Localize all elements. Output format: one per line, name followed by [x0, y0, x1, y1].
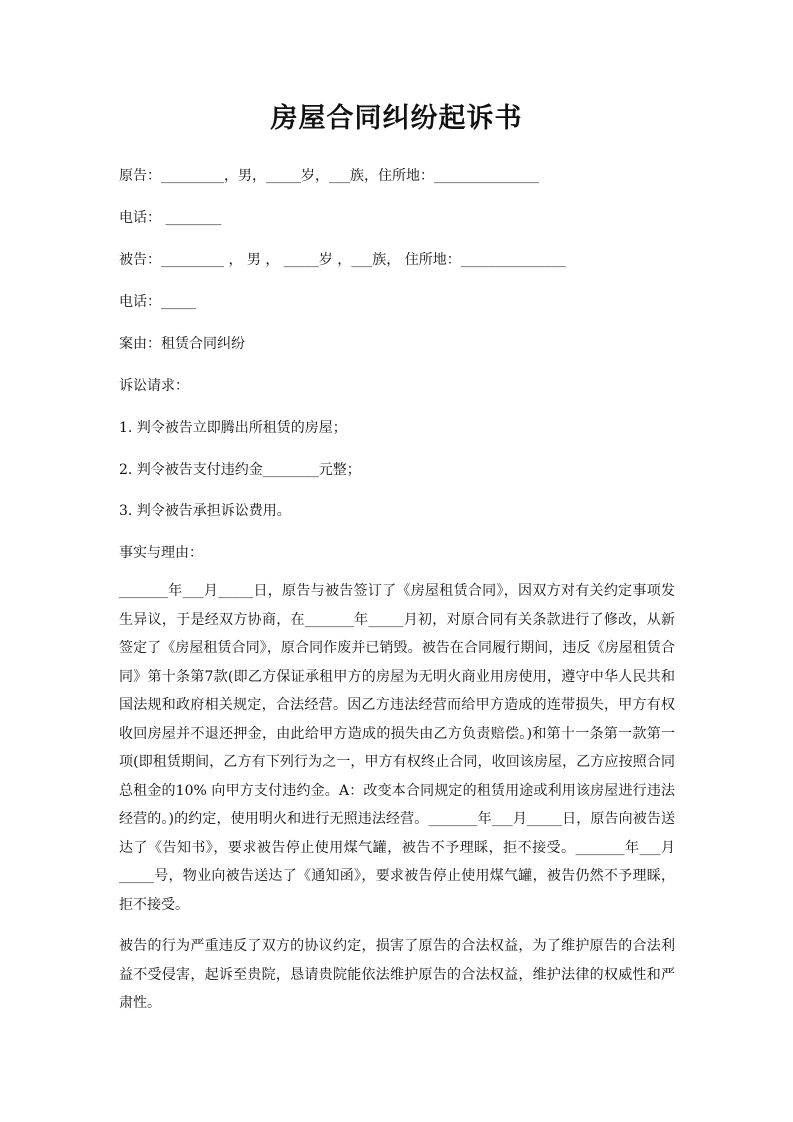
- conclusion-paragraph: 被告的行为严重违反了双方的协议约定，损害了原告的合法权益，为了维护原告的合法利益不受侵害，起诉至贵院，恳请贵院能依法维护原告的合法权益，维护法律的权威性和严肃性。: [119, 938, 675, 1011]
- case-cause: 案由：租赁合同纠纷: [119, 336, 245, 352]
- claim-item: 3. 判令被告承担诉讼费用。: [119, 503, 291, 519]
- defendant-phone: 电话：_____: [119, 294, 196, 310]
- facts-paragraph: _______年___月_____日，原告与被告签订了《房屋租赁合同》，因双方对有关约定事项发生异议，于是经双方协商，在_______年_____月初，对原合同有关条款进行了修改，从新签定了《房屋租赁合同》，原合同作废并已销毁。被告在合同履行期间，违反《房屋租赁合同》第十条第7款(即乙方保证承租甲方的房屋为无明火商业用房使用，遵守中华人民共和国法规和政府相关规定，合法经营。因乙方违法经营而给甲方造成的连带损失，甲方有权收回房屋并不退还押金，由此给甲方造成的损失由乙方负责赔偿。)和第十一条第一款第一项(即租赁期间，乙方有下列行为之一，甲方有权终止合同，收回该房屋，乙方应按照合同总租金的10% 向甲方支付违约金。A：改变本合同规定的租赁用途或利用该房屋进行违法经营的。)的约定，使用明火和进行无照违法经营。_______年___月_____日，原告向被告送达了《告知书》，要求被告停止使用煤气罐，被告不予理睬，拒不接受。_______年___月_____号，物业向被告送达了《通知函》，要求被告停止使用煤气罐，被告仍然不予理睬，拒不接受。: [119, 583, 675, 913]
- claims-heading: 诉讼请求：: [119, 378, 189, 394]
- plaintiff-info: 原告：_________，男，_____岁，___族，住所地：_______________: [119, 168, 539, 184]
- claim-item: 1. 判令被告立即腾出所租赁的房屋；: [119, 420, 347, 436]
- plaintiff-phone: 电话： ________: [119, 210, 222, 226]
- claim-item: 2. 判令被告支付违约金________元整；: [119, 462, 361, 478]
- document-title: 房屋合同纠纷起诉书: [270, 103, 523, 134]
- defendant-info: 被告：_________ ， 男 ， _____岁 ，___族， 住所地：_______________: [119, 252, 566, 268]
- facts-heading: 事实与理由：: [119, 545, 203, 561]
